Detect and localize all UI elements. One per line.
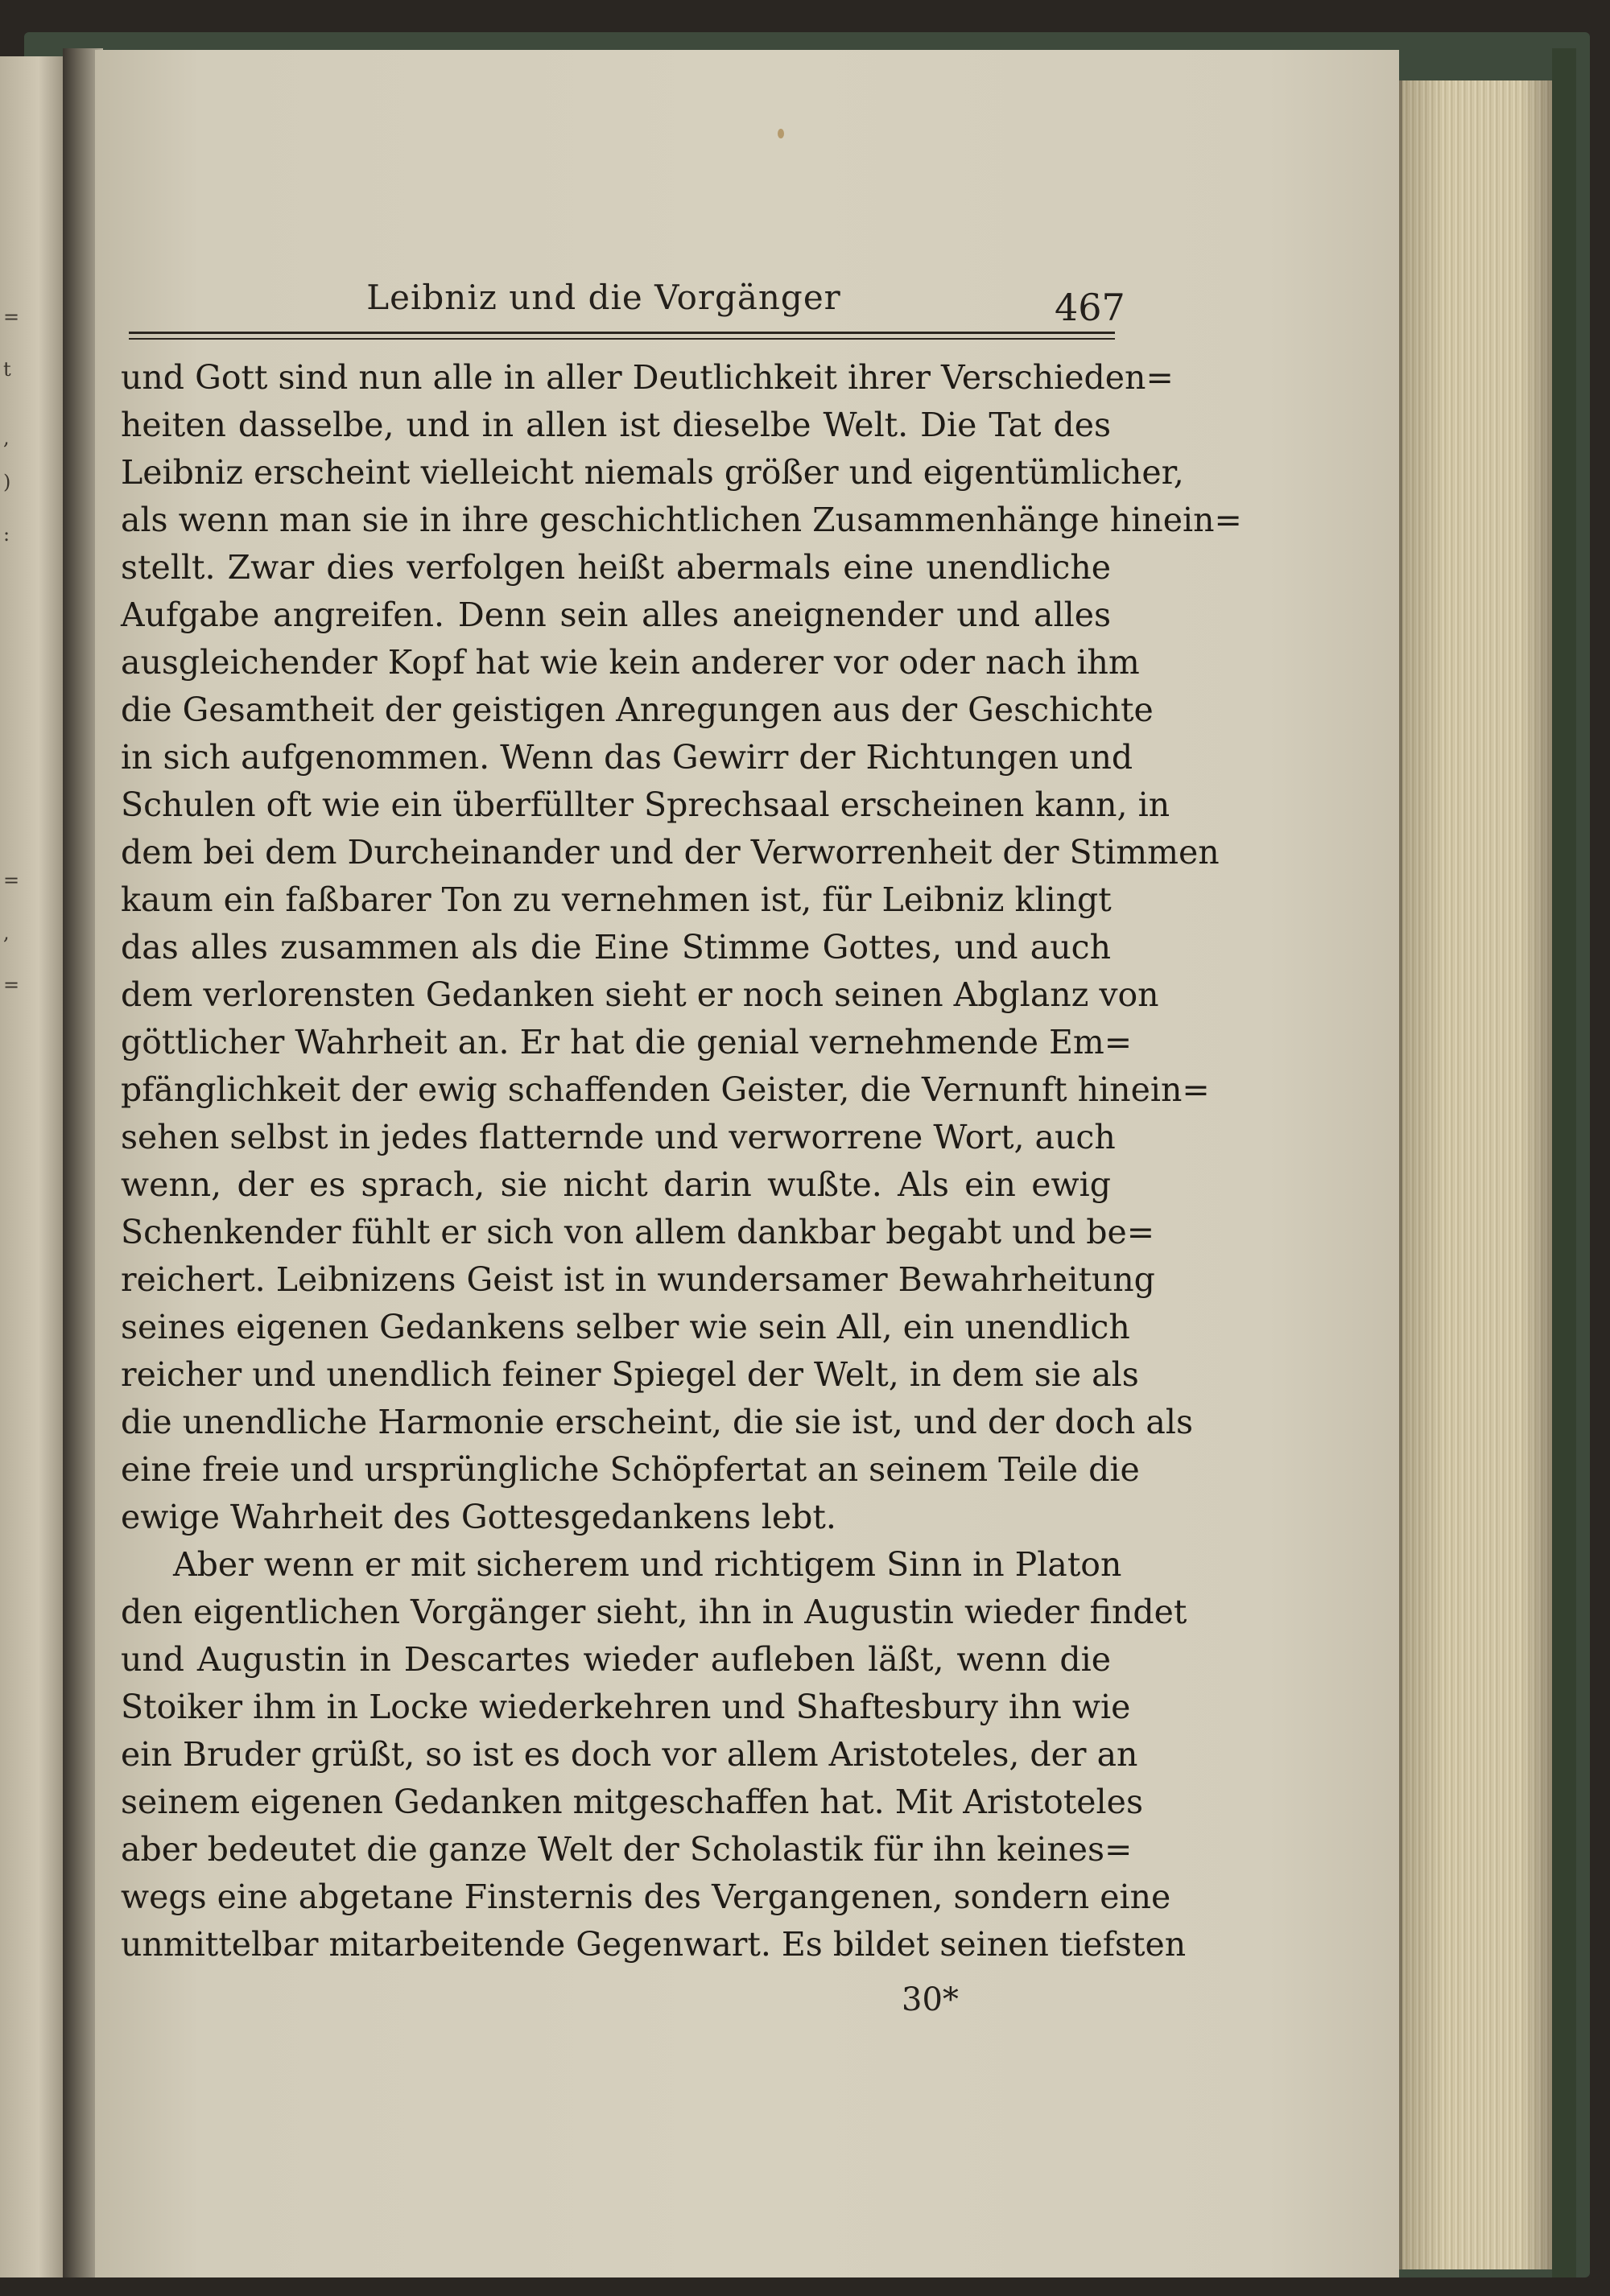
text-line: pfänglichkeit der ewig schaffenden Geister, die Vernunft hinein= [121, 1070, 1210, 1109]
cover-edge [1552, 48, 1576, 2277]
text-line: als wenn man sie in ihre geschichtlichen Zusammenhänge hinein= [121, 501, 1242, 539]
text-line: göttlicher Wahrheit an. Er hat die genial vernehmende Em= [121, 1023, 1133, 1061]
margin-mark: ) [3, 471, 11, 493]
text-line: kaum ein faßbarer Ton zu vernehmen ist, für Leibniz klingt [121, 880, 1112, 919]
text-line: wegs eine abgetane Finsternis des Vergangenen, sondern eine [121, 1878, 1171, 1916]
text-line: seinem eigenen Gedanken mitgeschaffen hat. Mit Aristoteles [121, 1783, 1143, 1821]
text-line: Leibniz erscheint vielleicht niemals größer und eigentümlicher, [121, 453, 1184, 492]
previous-page-edge [0, 56, 64, 2277]
text-line: Aber wenn er mit sicherem und richtigem Sinn in Platon [173, 1545, 1122, 1584]
text-line: heiten dasselbe, und in allen ist dieselbe Welt. Die Tat des [121, 406, 1111, 444]
page-edges-shade [1399, 80, 1552, 2269]
page-number: 467 [1055, 286, 1125, 329]
margin-mark: , [3, 921, 10, 944]
margin-mark: , [3, 427, 10, 449]
text-line: Schulen oft wie ein überfüllter Sprechsaal erscheinen kann, in [121, 785, 1170, 824]
text-line: und Augustin in Descartes wieder aufleben läßt, wenn die [121, 1640, 1111, 1679]
text-line: die unendliche Harmonie erscheint, die sie ist, und der doch als [121, 1403, 1193, 1441]
text-line: Aufgabe angreifen. Denn sein alles aneignender und alles [121, 596, 1111, 634]
text-line: dem bei dem Durcheinander und der Verworrenheit der Stimmen [121, 833, 1220, 872]
text-line: aber bedeutet die ganze Welt der Scholastik für ihn keines= [121, 1830, 1133, 1869]
text-line: reichert. Leibnizens Geist ist in wundersamer Bewahrheitung [121, 1260, 1155, 1299]
text-line: seines eigenen Gedankens selber wie sein All, ein unendlich [121, 1308, 1130, 1346]
header-rule [129, 332, 1115, 340]
text-line: das alles zusammen als die Eine Stimme Gottes, und auch [121, 928, 1111, 967]
text-line: dem verlorensten Gedanken sieht er noch seinen Abglanz von [121, 975, 1159, 1014]
text-line: Schenkender fühlt er sich von allem dankbar begabt und be= [121, 1213, 1155, 1251]
margin-mark: = [3, 869, 20, 892]
text-line: ausgleichender Kopf hat wie kein anderer vor oder nach ihm [121, 643, 1140, 682]
text-line: die Gesamtheit der geistigen Anregungen aus der Geschichte [121, 690, 1154, 729]
text-line: und Gott sind nun alle in aller Deutlichkeit ihrer Verschieden= [121, 358, 1174, 397]
margin-mark: : [3, 523, 10, 546]
text-line: reicher und unendlich feiner Spiegel der Welt, in dem sie als [121, 1355, 1139, 1394]
signature-mark: 30* [902, 1981, 959, 2018]
text-line: eine freie und ursprüngliche Schöpfertat an seinem Teile die [121, 1450, 1140, 1489]
running-head: Leibniz und die Vorgänger [366, 278, 841, 317]
text-line: unmittelbar mitarbeitende Gegenwart. Es bildet seinen tiefsten [121, 1925, 1187, 1964]
text-line: wenn, der es sprach, sie nicht darin wußte. Als ein ewig [121, 1165, 1111, 1204]
text-line: sehen selbst in jedes flatternde und verworrene Wort, auch [121, 1118, 1116, 1156]
text-line: stellt. Zwar dies verfolgen heißt abermals eine unendliche [121, 548, 1111, 587]
text-line: den eigentlichen Vorgänger sieht, ihn in Augustin wieder findet [121, 1593, 1187, 1631]
margin-mark: = [3, 974, 20, 996]
text-line: ewige Wahrheit des Gottesgedankens lebt. [121, 1498, 836, 1536]
text-line: ein Bruder grüßt, so ist es doch vor allem Aristoteles, der an [121, 1735, 1138, 1774]
margin-mark: = [3, 306, 20, 328]
margin-mark: t [3, 358, 11, 381]
text-line: in sich aufgenommen. Wenn das Gewirr der Richtungen und [121, 738, 1133, 777]
text-line: Stoiker ihm in Locke wiederkehren und Shaftesbury ihn wie [121, 1688, 1131, 1726]
paper-speck [778, 129, 784, 138]
